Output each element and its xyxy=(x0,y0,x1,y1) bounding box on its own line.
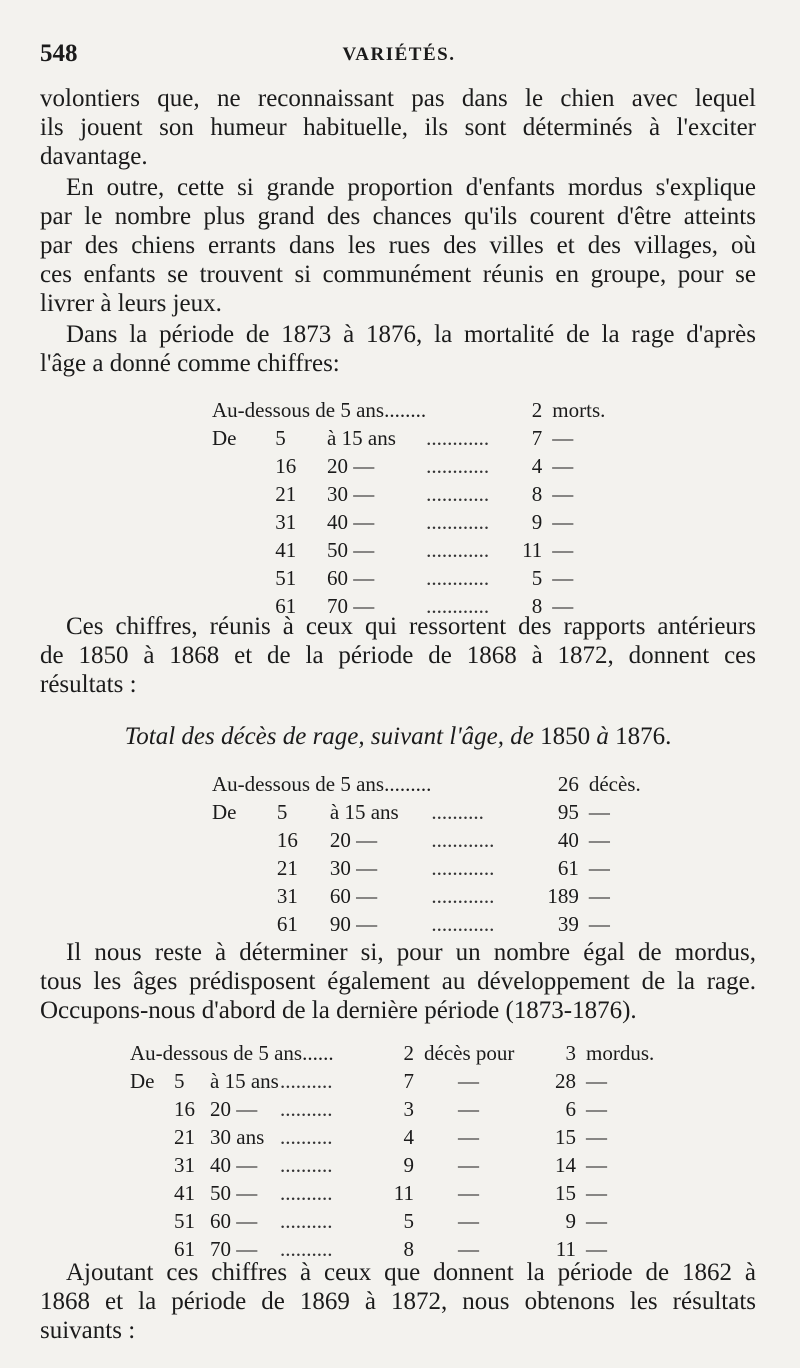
table-row: 31 60 — ............ 189 — xyxy=(276,883,610,908)
text-line: En outre, cette si grande proportion d'enfants mordus s'explique xyxy=(66,174,756,201)
table-row: 41 50 — .......... 11 — 15 — xyxy=(174,1180,607,1205)
text-line: ces enfants se trouvent si communément réunis en groupe, pour se xyxy=(40,261,756,288)
row-value: 26 xyxy=(557,771,579,796)
table-row: De 5 à 15 ans .......... 95 — xyxy=(212,799,610,824)
leader-dots: ...... xyxy=(302,1040,334,1065)
leader-dots: ......... xyxy=(384,771,432,796)
table-row: 16 20 — .......... 3 — 6 — xyxy=(174,1096,607,1121)
text-line: Occupons-nous d'abord de la dernière période (1873-1876). xyxy=(40,997,637,1024)
table-row: 51 60 — .......... 5 — 9 — xyxy=(174,1208,607,1233)
row-value: 2 xyxy=(531,397,543,422)
page-number: 548 xyxy=(40,40,78,67)
text-line: par le nombre plus grand des chances qu'ils courent d'être atteints xyxy=(40,203,756,230)
table-row: 21 30 ans .......... 4 — 15 — xyxy=(174,1124,607,1149)
text-line: résultats : xyxy=(40,671,137,698)
table-row: De 5 à 15 ans .......... 7 — 28 — xyxy=(130,1068,607,1093)
row-label: Au-dessous de 5 ans xyxy=(212,397,385,422)
running-head: VARIÉTÉS. xyxy=(342,44,456,65)
text-line: l'âge a donné comme chiffres: xyxy=(40,350,340,377)
table-row: 41 50 — ............ 11 — xyxy=(275,537,574,562)
row-mid: décès pour xyxy=(424,1040,515,1065)
paragraph-3 xyxy=(40,320,756,378)
text-line: ils jouent son humeur habituelle, ils sont déterminés à l'exciter xyxy=(40,114,756,141)
table-heading xyxy=(40,722,756,751)
text-line: volontiers que, ne reconnaissant pas dans le chien avec lequel xyxy=(40,85,756,112)
table-row: 16 20 — ............ 40 — xyxy=(276,827,610,852)
paragraph-1 xyxy=(40,84,756,171)
text-line: davantage. xyxy=(40,143,148,170)
text-line: par des chiens errants dans les rues des villes et des villages, où xyxy=(40,232,756,259)
table-row: 31 40 — ............ 9 — xyxy=(275,509,574,534)
total-deaths-table-1850-1876 xyxy=(212,770,641,938)
heading-year-start: 1850 xyxy=(540,723,591,750)
deaths-per-bitten-table xyxy=(130,1039,654,1263)
paragraph-6 xyxy=(40,1258,756,1345)
table-row: 61 90 — ............ 39 — xyxy=(276,911,610,936)
table-row: 61 70 — .......... 8 — 11 — xyxy=(174,1236,607,1261)
table-row: 21 30 — ............ 61 — xyxy=(276,855,610,880)
table-row: 16 20 — ............ 4 — xyxy=(275,453,574,478)
row-bitten: 3 xyxy=(565,1040,576,1065)
table-row xyxy=(130,1039,654,1067)
paragraph-5 xyxy=(40,938,756,1025)
row-label: Au-dessous de 5 ans xyxy=(212,771,385,796)
table-row: 21 30 — ............ 8 — xyxy=(275,481,574,506)
row-unit: mordus. xyxy=(586,1040,655,1065)
row-deaths: 2 xyxy=(403,1040,414,1065)
row-unit: décès. xyxy=(588,771,641,796)
leader-dots: ........ xyxy=(384,397,427,422)
paragraph-2 xyxy=(40,173,756,318)
row-label: Au-dessous de 5 ans xyxy=(130,1040,303,1065)
heading-italic-mid: à xyxy=(596,723,609,750)
text-line: 1868 et la période de 1869 à 1872, nous obtenons les résultats xyxy=(40,1288,756,1315)
heading-italic: Total des décès de rage, suivant l'âge, de xyxy=(124,723,534,750)
page-header xyxy=(40,40,758,74)
text-line: Dans la période de 1873 à 1876, la mortalité de la rage d'après xyxy=(66,321,756,348)
text-line: Il nous reste à déterminer si, pour un nombre égal de mordus, xyxy=(66,939,756,966)
row-unit: morts. xyxy=(552,397,606,422)
text-line: tous les âges prédisposent également au développement de la rage. xyxy=(40,968,756,995)
text-line: de 1850 à 1868 et de la période de 1868 à 1872, donnent ces xyxy=(40,642,756,669)
table-row xyxy=(212,396,605,424)
heading-year-end: 1876. xyxy=(615,723,672,750)
paragraph-4 xyxy=(40,612,756,699)
text-line: Ces chiffres, réunis à ceux qui ressortent des rapports antérieurs xyxy=(66,613,756,640)
table-row: 31 40 — .......... 9 — 14 — xyxy=(174,1152,607,1177)
text-line: livrer à leurs jeux. xyxy=(40,290,222,317)
text-line: Ajoutant ces chiffres à ceux que donnent la période de 1862 à xyxy=(66,1259,756,1286)
table-row: 61 70 — ............ 8 — xyxy=(275,593,574,618)
table-row: De 5 à 15 ans ............ 7 — xyxy=(212,425,574,450)
text-line: suivants : xyxy=(40,1317,136,1344)
table-row: 51 60 — ............ 5 — xyxy=(275,565,574,590)
mortality-table-1873-1876 xyxy=(212,396,605,620)
table-row xyxy=(212,770,641,798)
